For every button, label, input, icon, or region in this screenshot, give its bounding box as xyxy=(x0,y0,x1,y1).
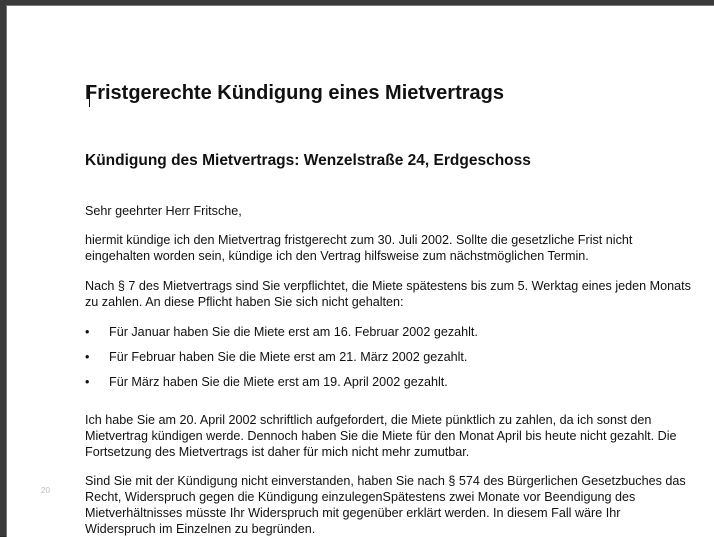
bullet-icon: • xyxy=(85,375,90,389)
list-item-text: Für Januar haben Sie die Miete erst am 16. Februar 2002 gezahlt. xyxy=(109,325,478,339)
bullet-icon: • xyxy=(85,350,90,364)
paragraph-4[interactable]: Sind Sie mit der Kündigung nicht einverstanden, haben Sie nach § 574 des Bürgerlichen Gesetzbuches das Recht, Widerspruch gegen die Kündigung einzulegenSpätestens zwei Monate vor Beendigung des Mietverhältnisses müsste Ihr Widerspruch mit gegenüber erklärt werden. In diesem Fall wäre Ihr Widerspruch im Einzelnen zu begründen. xyxy=(85,474,686,536)
paragraph-2[interactable]: Nach § 7 des Mietvertrags sind Sie verpflichtet, die Miete spätestens bis zum 5. Werktag eines jeden Monats zu zahlen. An diese Pflicht haben Sie sich nicht gehalten: xyxy=(85,279,691,309)
document-title[interactable]: Fristgerechte Kündigung eines Mietvertrags xyxy=(85,82,504,104)
page-number: 20 xyxy=(41,486,50,495)
document-page[interactable] xyxy=(6,5,714,537)
list-item-text: Für März haben Sie die Miete erst am 19. April 2002 gezahlt. xyxy=(109,375,448,389)
paragraph-3[interactable]: Ich habe Sie am 20. April 2002 schriftlich aufgefordert, die Miete pünktlich zu zahlen, da ich sonst den Mietvertrag kündigen werde. Dennoch haben Sie die Miete für den Monat April bis heute nicht gezahlt. Die Fortsetzung des Mietvertrags ist daher für mich nicht mehr zumutbar. xyxy=(85,413,677,459)
bullet-icon: • xyxy=(85,325,90,339)
salutation[interactable]: Sehr geehrter Herr Fritsche, xyxy=(85,204,242,218)
document-subtitle[interactable]: Kündigung des Mietvertrags: Wenzelstraße 24, Erdgeschoss xyxy=(85,152,531,169)
list-item-text: Für Februar haben Sie die Miete erst am 21. März 2002 gezahlt. xyxy=(109,350,468,364)
paragraph-1[interactable]: hiermit kündige ich den Mietvertrag fristgerecht zum 30. Juli 2002. Sollte die gesetzliche Frist nicht eingehalten worden sein, kündige ich den Vertrag hilfsweise zum nächstmöglichen Termin. xyxy=(85,233,633,263)
